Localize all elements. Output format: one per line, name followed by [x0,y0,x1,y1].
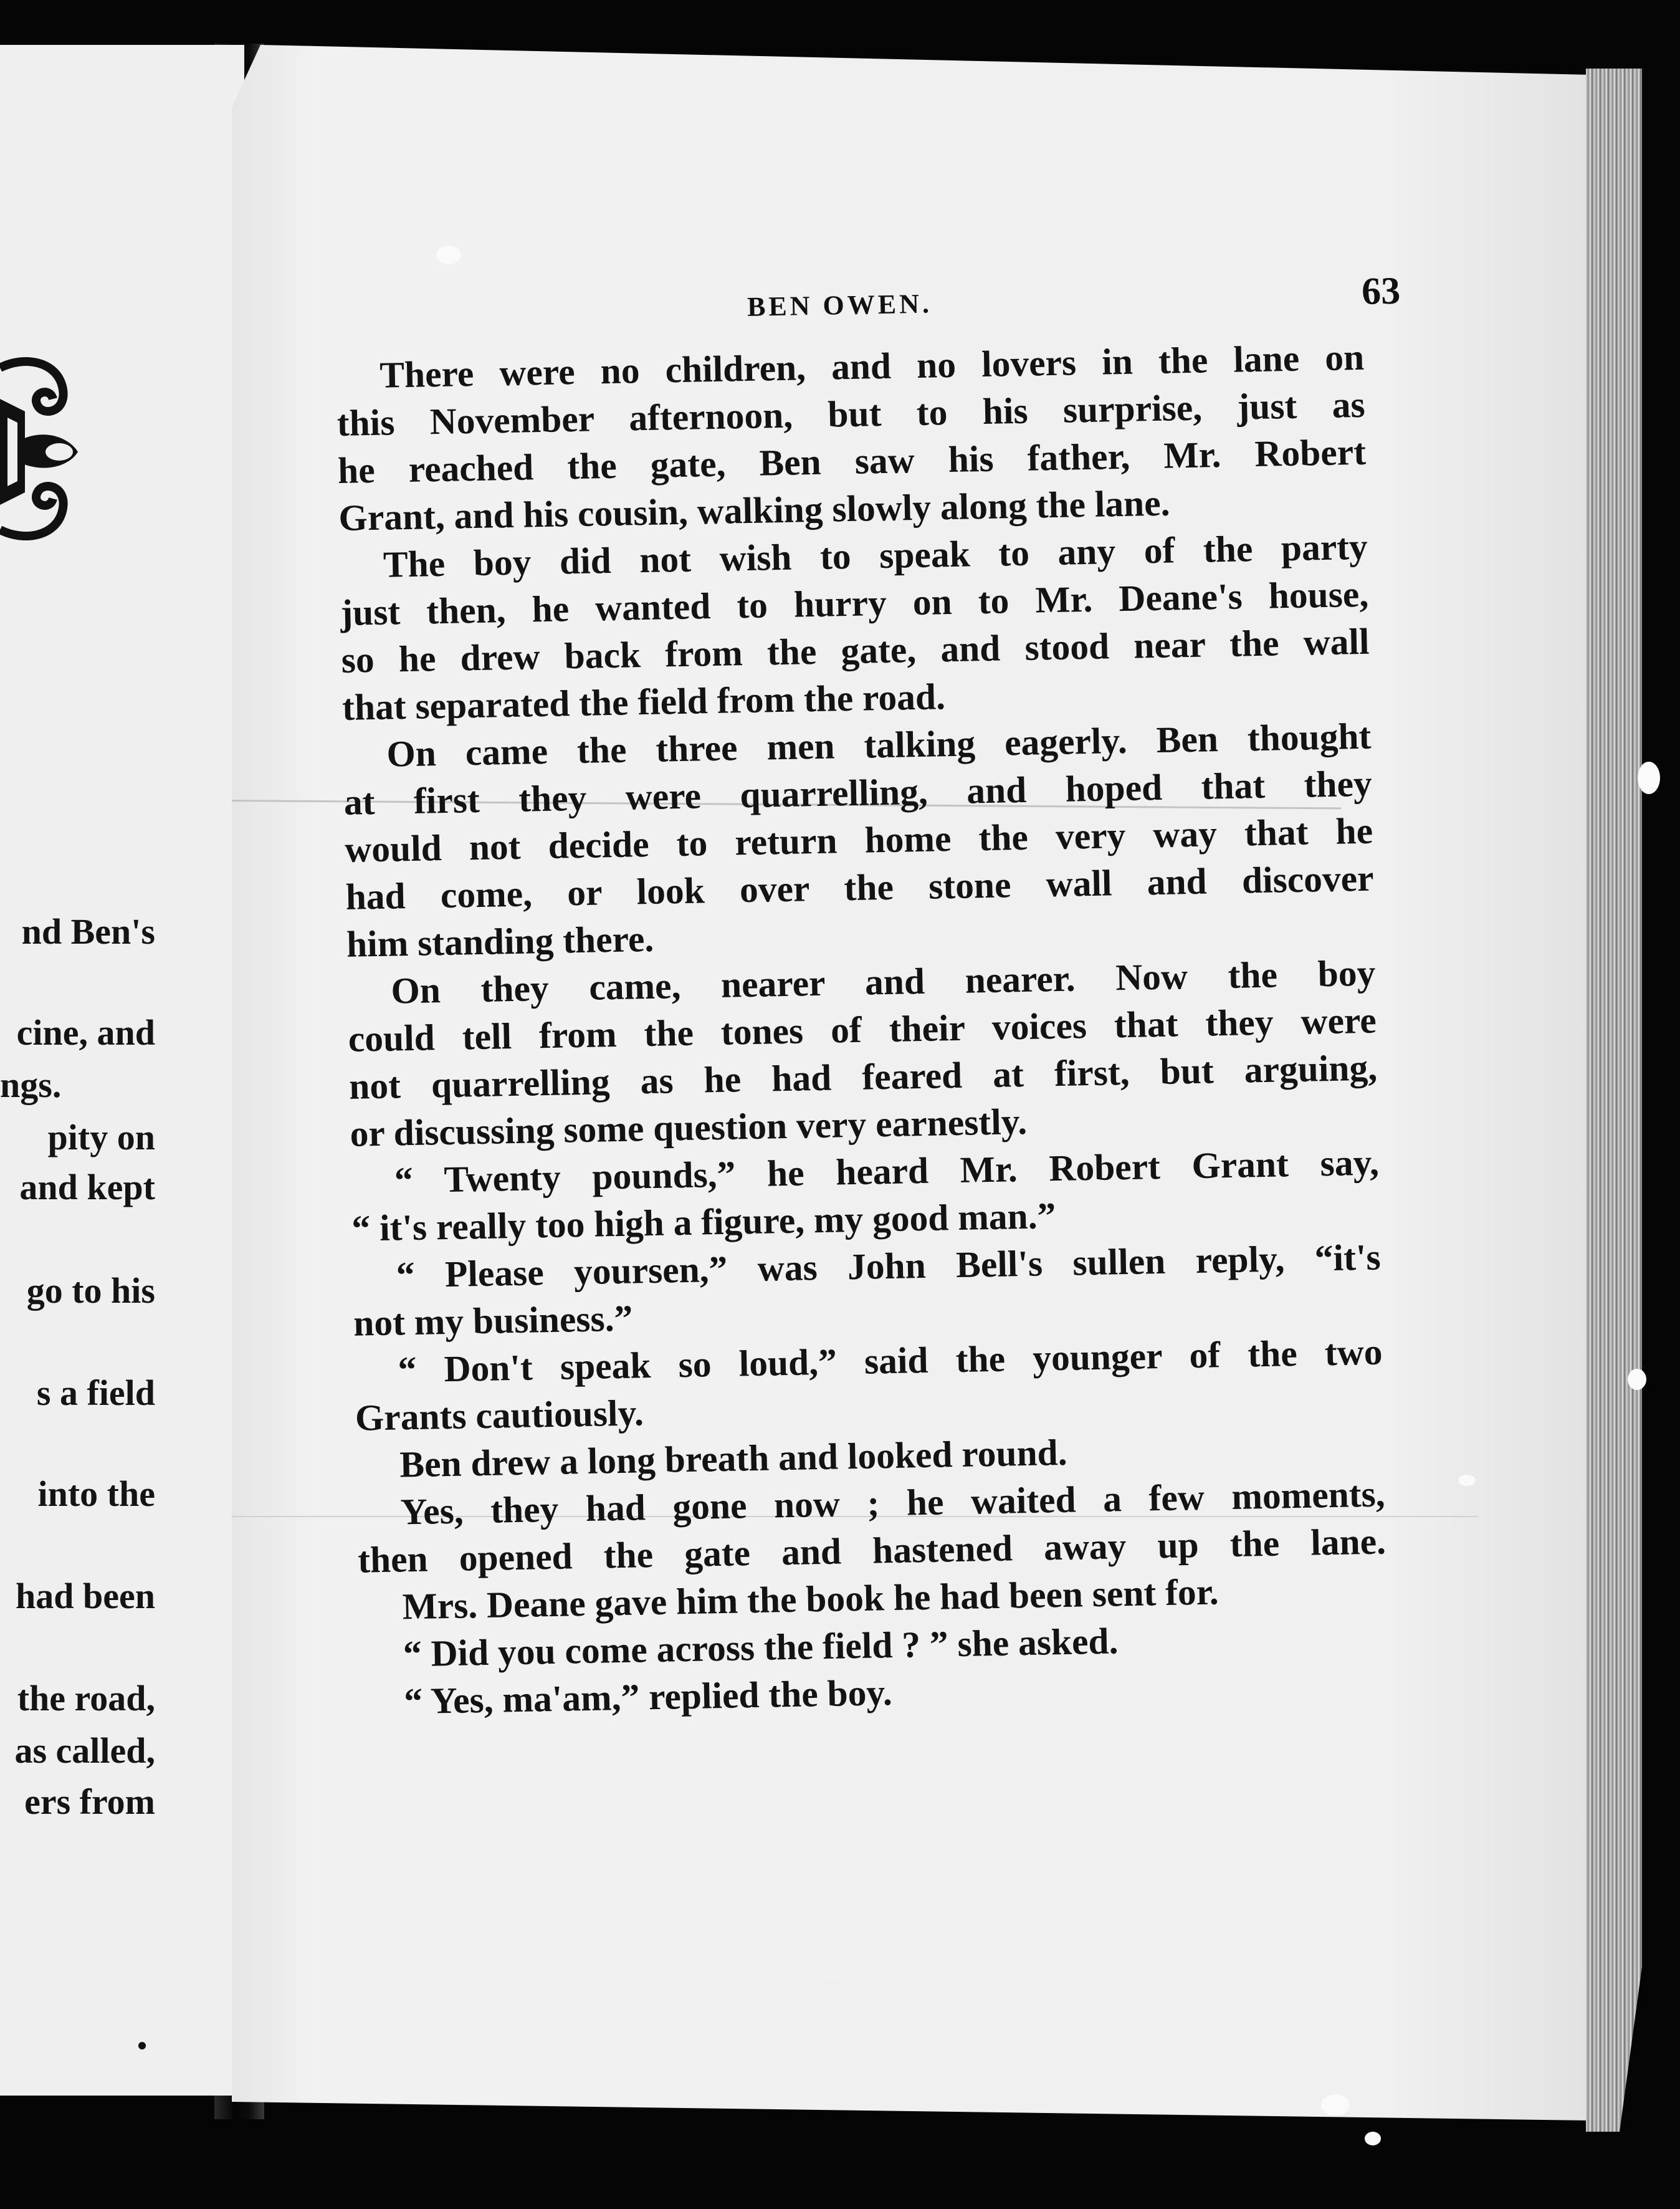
text-column [279,264,1429,1881]
text-line: “ Yes, ma'am,” replied the boy. [403,1672,893,1722]
text-line: not my business.” [353,1297,633,1344]
left-fragment: cine, and [16,1012,155,1053]
text-line: “ Don't speak so loud,” said the younger of the two [398,1331,1383,1391]
left-fragment: nd Ben's [21,911,155,952]
left-fragment: and kept [19,1167,155,1207]
text-line: Ben drew a long breath and looked round. [399,1431,1068,1485]
paragraph [339,523,1370,731]
left-fragment: the road, [17,1678,155,1718]
paper-speck [1321,2094,1350,2116]
paper-speck [1458,1475,1476,1486]
text-line: “ Twenty pounds,” he heard Mr. Robert Grant say, [394,1141,1380,1201]
text-line: would not decide to return home the very way that he [344,810,1373,870]
paragraph [350,1139,1380,1252]
text-line: On they came, nearer and nearer. Now the boy [390,952,1376,1012]
text-line: not quarrelling as he had feared at first, but arguing, [348,1047,1378,1107]
left-fragment: into the [37,1473,155,1514]
ornament-icon [0,343,87,555]
text-line: or discussing some question very earnestly. [350,1100,1028,1154]
paragraph [347,949,1378,1157]
paper-speck [436,246,461,264]
text-line: had come, or look over the stone wall and discover [345,857,1375,918]
text-line: could tell from the tones of their voices that they were [348,999,1377,1060]
text-line: On came the three men talking eagerly. Ben thought [386,715,1372,775]
text-line: The boy did not wish to speak to any of the party [383,525,1368,585]
text-line: Grants cautiously. [355,1392,644,1439]
text-line: him standing there. [346,918,654,965]
paper-speck [1638,762,1660,794]
text-line: at first they were quarrelling, and hoped that they [343,762,1373,823]
page-edge-stack [1586,69,1642,2132]
text-line: so he drew back from the gate, and stood near the wall [341,620,1370,681]
left-fragment: had been [15,1576,155,1616]
paragraph [354,1328,1384,1442]
paragraph [356,1470,1386,1583]
left-fragment: as called, [14,1730,155,1771]
text-line: then opened the gate and hastened away up the lane. [357,1520,1386,1581]
text-line: that separated the field from the road. [341,676,946,728]
paper-speck [1628,1369,1646,1390]
running-head: BEN OWEN. [747,288,933,322]
text-line: There were no children, and no lovers in the lane on [379,336,1365,396]
text-line: Mrs. Deane gave him the book he had been sent for. [401,1571,1219,1627]
text-line: “ Please yoursen,” was John Bell's sullen reply, “it's [396,1236,1382,1296]
text-line: “ Did you come across the field ? ” she asked. [403,1620,1119,1675]
page-number: 63 [1361,269,1401,313]
text-line: “ it's really too high a figure, my good man.” [351,1195,1056,1249]
left-page [0,45,244,2096]
text-line: Yes, they had gone now ; he waited a few moments, [400,1473,1386,1533]
text-line: Grant, and his cousin, walking slowly along the lane. [338,482,1171,539]
text-line: this November afternoon, but to his surprise, just as [336,383,1366,444]
ink-dot [138,2042,146,2049]
paper-speck [1365,2132,1381,2145]
left-fragment: pity on [47,1117,155,1157]
left-fragment: ers from [24,1781,155,1822]
text-line: just then, he wanted to hurry on to Mr. Deane's house, [340,573,1369,633]
left-fragment: s a field [36,1373,155,1413]
text-line: he reached the gate, Ben saw his father, Mr. Robert [337,431,1367,492]
paragraph [352,1234,1382,1347]
paragraph [336,333,1367,542]
left-fragment: ngs. [0,1065,62,1105]
paragraph [343,712,1375,968]
left-fragment: go to his [26,1270,155,1311]
